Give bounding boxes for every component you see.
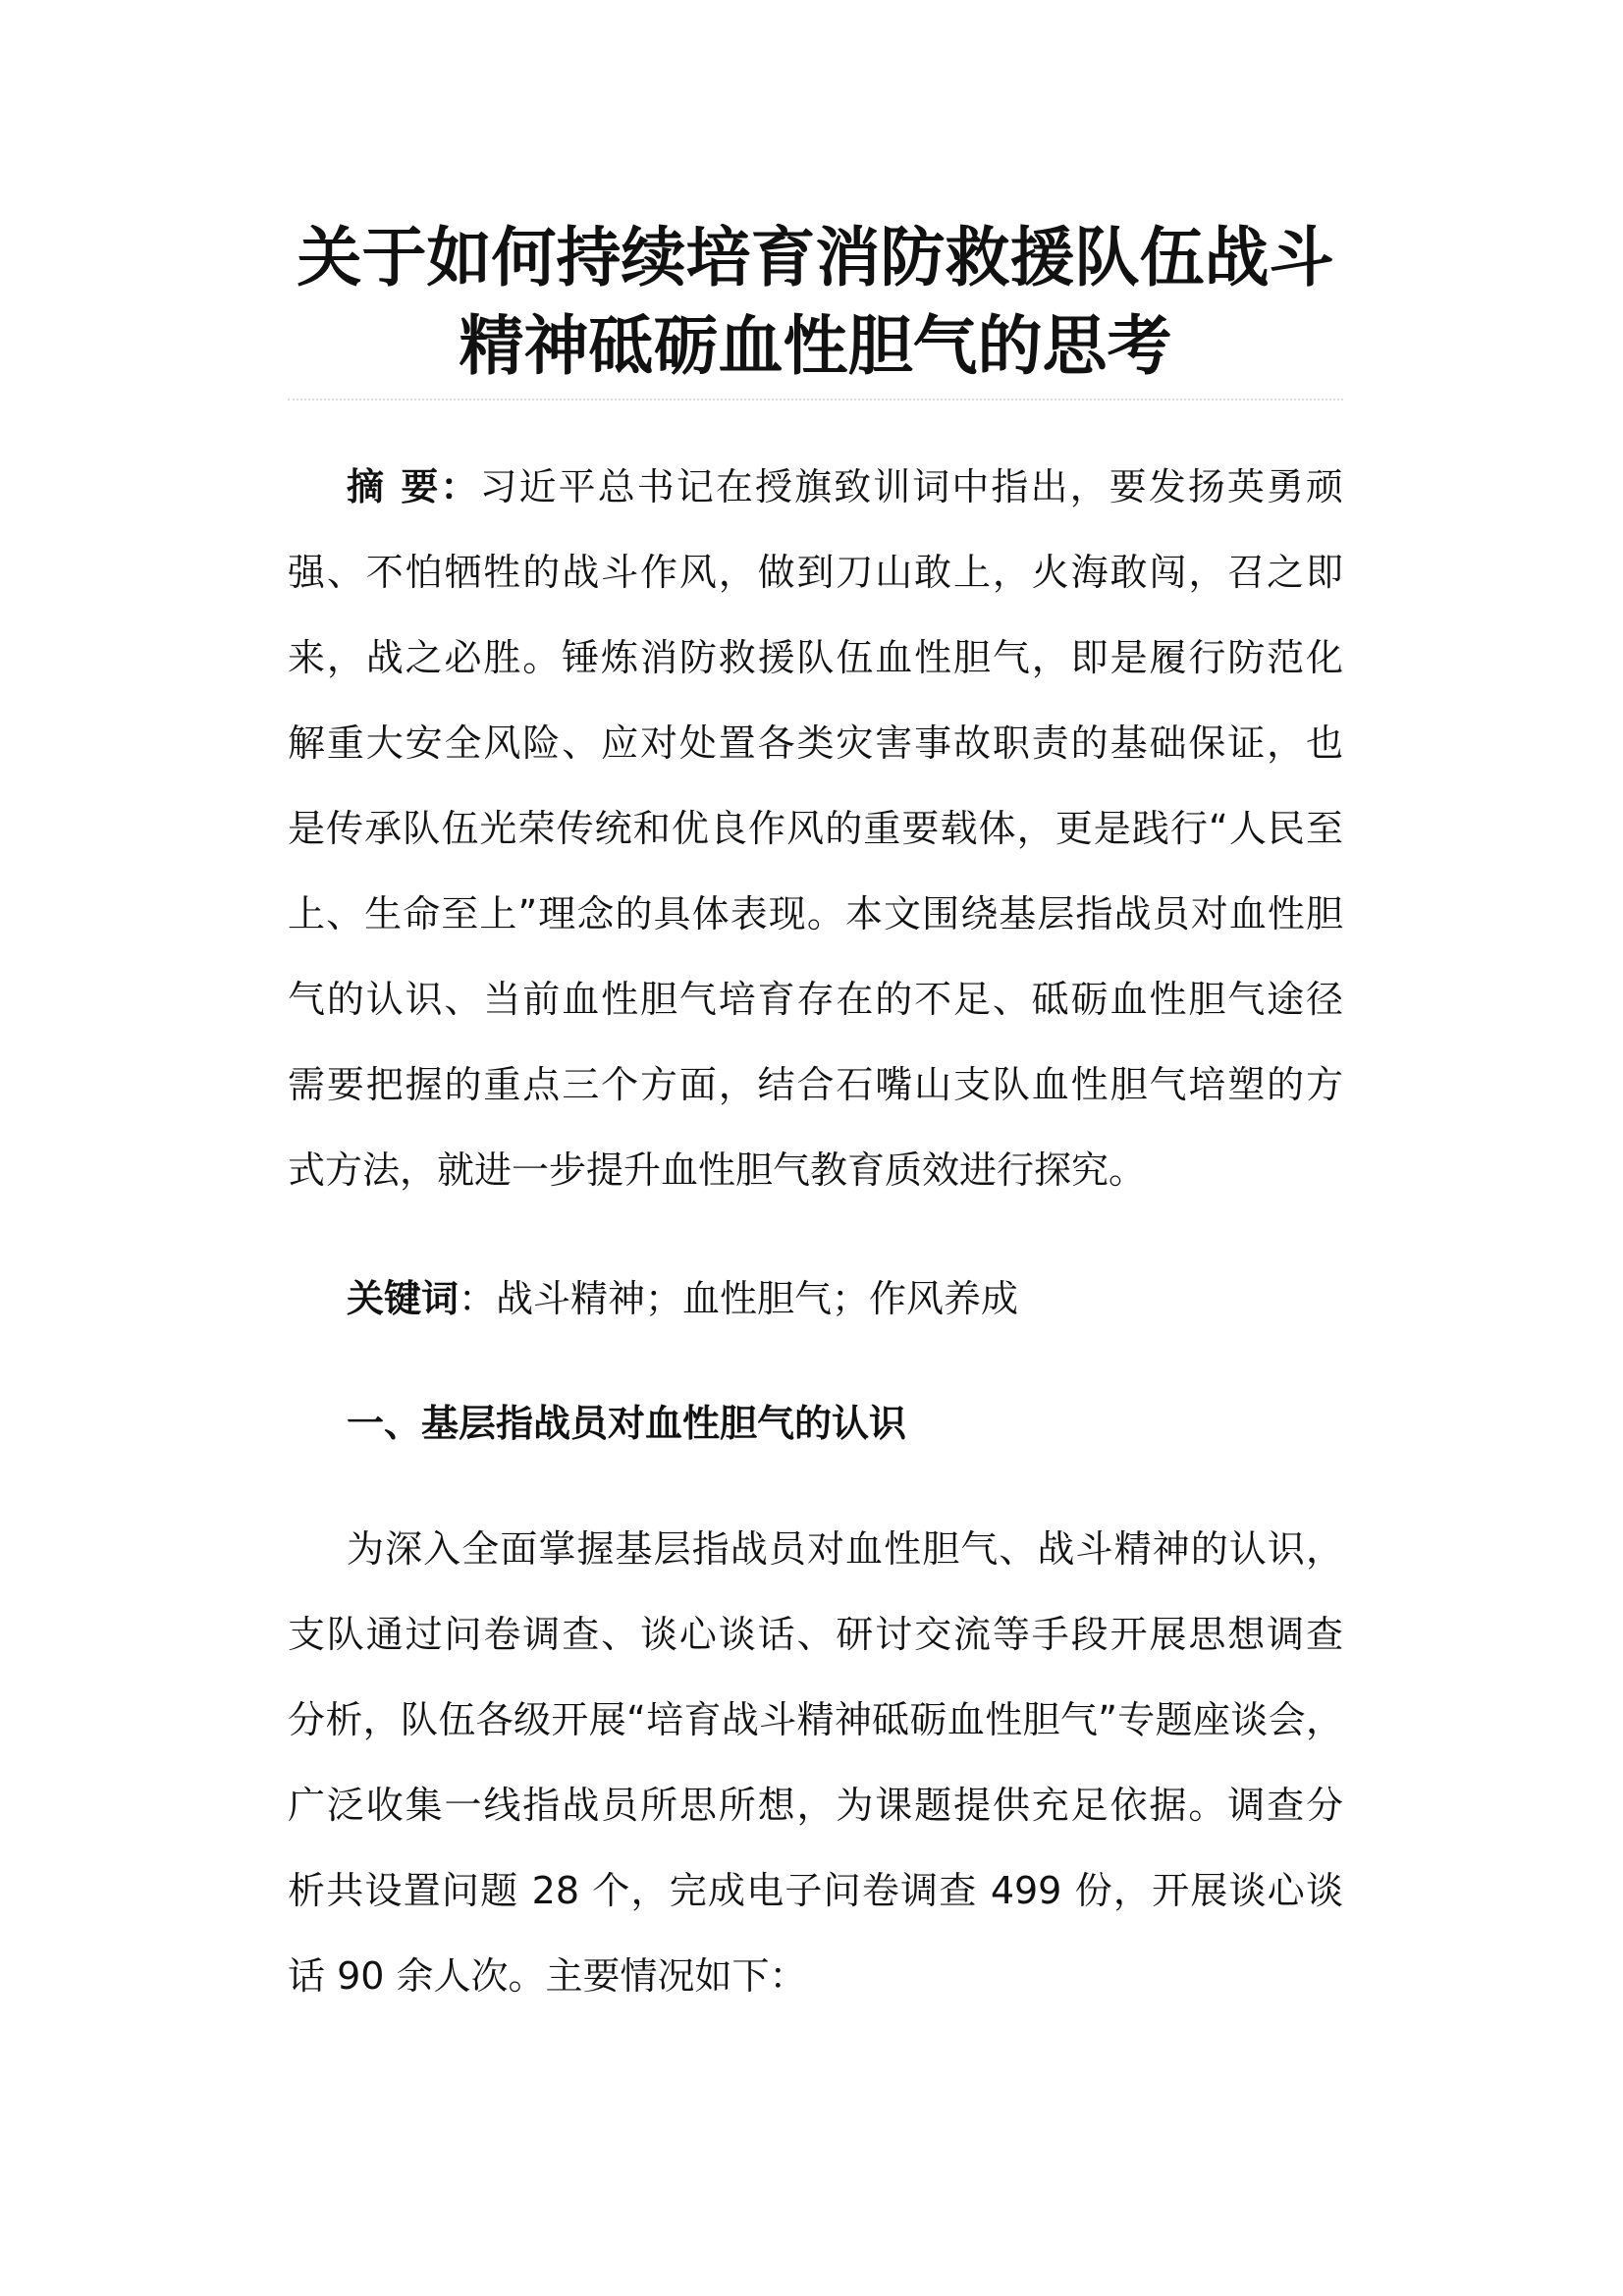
abstract-line: 需要把握的重点三个方面，结合石嘴山支队血性胆气培塑的方 bbox=[288, 1063, 1343, 1106]
paragraph-line: 析共设置问题 28 个，完成电子问卷调查 499 份，开展谈心谈 bbox=[288, 1869, 1343, 1912]
paragraph-line: 为深入全面掌握基层指战员对血性胆气、战斗精神的认识， bbox=[347, 1527, 1343, 1571]
abstract-paragraph bbox=[288, 445, 1343, 1213]
abstract-line: 来，战之必胜。锤炼消防救援队伍血性胆气，即是履行防范化 bbox=[288, 636, 1343, 679]
title-divider bbox=[288, 399, 1343, 400]
title-line-1: 关于如何持续培育消防救援队伍战斗 bbox=[297, 220, 1334, 295]
abstract-line-text: 习近平总书记在授旗致训词中指出，要发扬英勇顽 bbox=[479, 465, 1343, 508]
abstract-line: 式方法，就进一步提升血性胆气教育质效进行探究。 bbox=[288, 1148, 1147, 1192]
paragraph-line: 支队通过问卷调查、谈心谈话、研讨交流等手段开展思想调查 bbox=[288, 1613, 1343, 1656]
abstract-label: 摘 要： bbox=[347, 465, 480, 508]
abstract-line: 上、生命至上”理念的具体表现。本文围绕基层指战员对血性胆 bbox=[288, 892, 1343, 935]
keywords-paragraph bbox=[288, 1256, 1343, 1342]
keywords-text: ：战斗精神；血性胆气；作风养成 bbox=[459, 1277, 1019, 1320]
abstract-line: 解重大安全风险、应对处置各类灾害事故职责的基础保证，也 bbox=[288, 721, 1343, 765]
section-heading bbox=[288, 1381, 1343, 1467]
paragraph-line: 广泛收集一线指战员所思所想，为课题提供充足依据。调查分 bbox=[288, 1784, 1343, 1827]
abstract-line: 强、不怕牺牲的战斗作风，做到刀山敢上，火海敢闯，召之即 bbox=[288, 551, 1343, 594]
document-title bbox=[288, 214, 1343, 391]
document-page bbox=[288, 214, 1343, 2019]
abstract-line: 是传承队伍光荣传统和优良作风的重要载体，更是践行“人民至 bbox=[288, 807, 1343, 850]
abstract-line: 气的认识、当前血性胆气培育存在的不足、砥砺血性胆气途径 bbox=[288, 978, 1343, 1021]
keywords-line bbox=[288, 1256, 1343, 1342]
section-paragraph bbox=[288, 1507, 1343, 2019]
paragraph-line: 话 90 余人次。主要情况如下： bbox=[288, 1954, 807, 1998]
keywords-label: 关键词 bbox=[347, 1277, 460, 1320]
section-heading-text: 一、基层指战员对血性胆气的认识 bbox=[347, 1402, 907, 1445]
paragraph-line: 分析，队伍各级开展“培育战斗精神砥砺血性胆气”专题座谈会， bbox=[288, 1698, 1343, 1741]
title-line-2: 精神砥砺血性胆气的思考 bbox=[459, 308, 1172, 384]
abstract-line bbox=[288, 445, 1343, 530]
